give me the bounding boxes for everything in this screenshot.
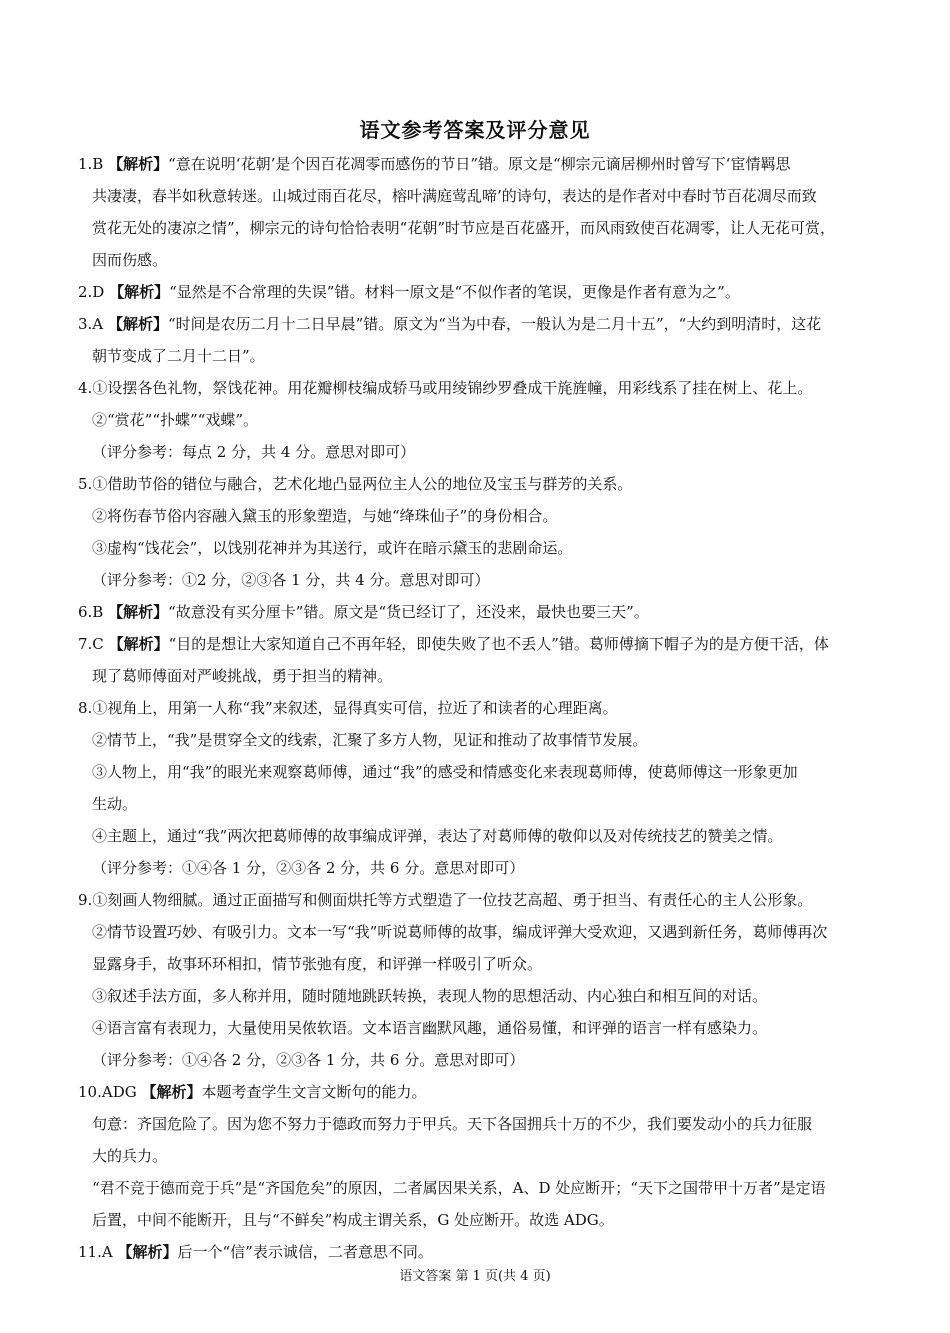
answer-line: 5.①借助节俗的错位与融合，艺术化地凸显两位主人公的地位及宝玉与群芳的关系。 — [78, 475, 633, 493]
answer-line: 句意：齐国危险了。因为您不努力于德政而努力于甲兵。天下各国拥兵十万的不少，我们要发动小的兵力征服 — [92, 1115, 813, 1133]
analysis-tag: 【解析】 — [109, 283, 170, 301]
answer-line: “君不竞于德而竞于兵”是“齐国危矣”的原因，二者属因果关系，A、D 处应断开；“天下之国带甲十万者”是定语 — [92, 1179, 826, 1197]
answer-line: 8.①视角上，用第一人称“我”来叙述，显得真实可信，拉近了和读者的心理距离。 — [78, 699, 618, 717]
answer-line: 赏花无处的凄凉之情”，柳宗元的诗句恰恰表明“花朝”时节应是百花盛开，而风雨致使百花凋零，让人无花可赏， — [92, 219, 836, 237]
analysis-tag: 【解析】 — [108, 603, 169, 621]
page-footer: 语文答案 第 1 页(共 4 页) — [399, 1269, 551, 1284]
answer-line: 显露身手，故事环环相扣，情节张弛有度，和评弹一样吸引了听众。 — [92, 955, 543, 973]
scoring-note: （评分参考：①④各 2 分，②③各 1 分，共 6 分。意思对即可） — [92, 1051, 525, 1069]
answer-line: 4.①设摆各色礼物，祭饯花神。用花瓣柳枝编成轿马或用绫锦纱罗叠成干旄旌幢，用彩线系了挂在树上、花上。 — [78, 379, 813, 397]
question-number: 11.A — [78, 1243, 113, 1261]
question-number: 1.B — [78, 155, 104, 173]
analysis-tag: 【解析】 — [117, 1243, 178, 1261]
answer-line: ③虚构“饯花会”，以饯别花神并为其送行，或许在暗示黛玉的悲剧命运。 — [92, 539, 573, 557]
answer-line: ③人物上，用“我”的眼光来观察葛师傅，通过“我”的感受和情感变化来表现葛师傅，使葛师傅这一形象更加 — [92, 763, 798, 781]
answer-line: 生动。 — [92, 795, 138, 813]
scoring-note: （评分参考：①④各 1 分，②③各 2 分，共 6 分。意思对即可） — [92, 859, 525, 877]
answer-line: 共凄凄，春半如秋意转迷。山城过雨百花尽，榕叶满庭莺乱啼’的诗句，表达的是作者对中春时节百花凋尽而致 — [92, 187, 817, 205]
scoring-note: （评分参考：每点 2 分，共 4 分。意思对即可） — [92, 443, 416, 461]
answer-line: 后置，中间不能断开，且与“不鲜矣”构成主谓关系，G 处应断开。故选 ADG。 — [92, 1211, 614, 1229]
analysis-tag: 【解析】 — [141, 1083, 202, 1101]
answer-line: 3.A 【解析】“时间是农历二月十二日早晨”错。原文为“当为中春，一般认为是二月十五”，“大约到明清时，这花 — [78, 315, 822, 333]
answer-line: 9.①刻画人物细腻。通过正面描写和侧面烘托等方式塑造了一位技艺高超、勇于担当、有责任心的主人公形象。 — [78, 891, 813, 909]
question-number: 10.ADG — [78, 1083, 137, 1101]
answer-line: 10.ADG 【解析】本题考查学生文言文断句的能力。 — [78, 1083, 427, 1101]
question-number: 5. — [78, 475, 93, 493]
question-number: 8. — [78, 699, 93, 717]
answer-line: 7.C 【解析】“目的是想让大家知道自己不再年轻，即使失败了也不丢人”错。葛师傅摘下帽子为的是方便干活，体 — [78, 635, 829, 653]
question-number: 6.B — [78, 603, 104, 621]
answer-line: 现了葛师傅面对严峻挑战，勇于担当的精神。 — [92, 667, 393, 685]
answer-line: ②情节设置巧妙、有吸引力。文本一写“我”听说葛师傅的故事，编成评弹大受欢迎，又遇到新任务，葛师傅再次 — [92, 923, 828, 941]
answer-line: 大的兵力。 — [92, 1147, 168, 1165]
answer-line: 11.A 【解析】后一个“信”表示诚信，二者意思不同。 — [78, 1243, 433, 1261]
question-number: 3.A — [78, 315, 104, 333]
answer-line: 2.D 【解析】“显然是不合常理的失误”错。材料一原文是“不似作者的笔误，更像是作者有意为之”。 — [78, 283, 740, 301]
question-number: 2.D — [78, 283, 105, 301]
answer-line: ②情节上，“我”是贯穿全文的线索，汇聚了多方人物，见证和推动了故事情节发展。 — [92, 731, 648, 749]
analysis-tag: 【解析】 — [108, 155, 169, 173]
answer-line: 朝节变成了二月十二日”。 — [92, 347, 265, 365]
answer-line: ②“赏花”“扑蝶”“戏蝶”。 — [92, 411, 259, 429]
answer-line: 1.B 【解析】“意在说明‘花朝’是个因百花凋零而感伤的节日”错。原文是“柳宗元谪居柳州时曾写下‘宦情羁思 — [78, 155, 791, 173]
page-title: 语文参考答案及评分意见 — [359, 118, 591, 142]
analysis-tag: 【解析】 — [108, 635, 169, 653]
scoring-note: （评分参考：①2 分，②③各 1 分，共 4 分。意思对即可） — [92, 571, 490, 589]
answer-line: ③叙述手法方面，多人称并用，随时随地跳跃转换，表现人物的思想活动、内心独白和相互间的对话。 — [92, 987, 768, 1005]
answer-line: ④语言富有表现力，大量使用吴侬软语。文本语言幽默风趣，通俗易懂，和评弹的语言一样有感染力。 — [92, 1019, 768, 1037]
answer-content — [78, 148, 874, 1268]
analysis-tag: 【解析】 — [107, 315, 168, 333]
answer-line: 6.B 【解析】“故意没有买分厘卡”错。原文是“货已经订了，还没来，最快也要三天”。 — [78, 603, 649, 621]
answer-line: ④主题上，通过“我”两次把葛师傅的故事编成评弹，表达了对葛师傅的敬仰以及对传统技艺的赞美之情。 — [92, 827, 783, 845]
question-number: 9. — [78, 891, 93, 909]
answer-line: 因而伤感。 — [92, 251, 168, 269]
question-number: 4. — [78, 379, 93, 397]
answer-line: ②将伤春节俗内容融入黛玉的形象塑造，与她“绛珠仙子”的身份相合。 — [92, 507, 558, 525]
question-number: 7.C — [78, 635, 104, 653]
